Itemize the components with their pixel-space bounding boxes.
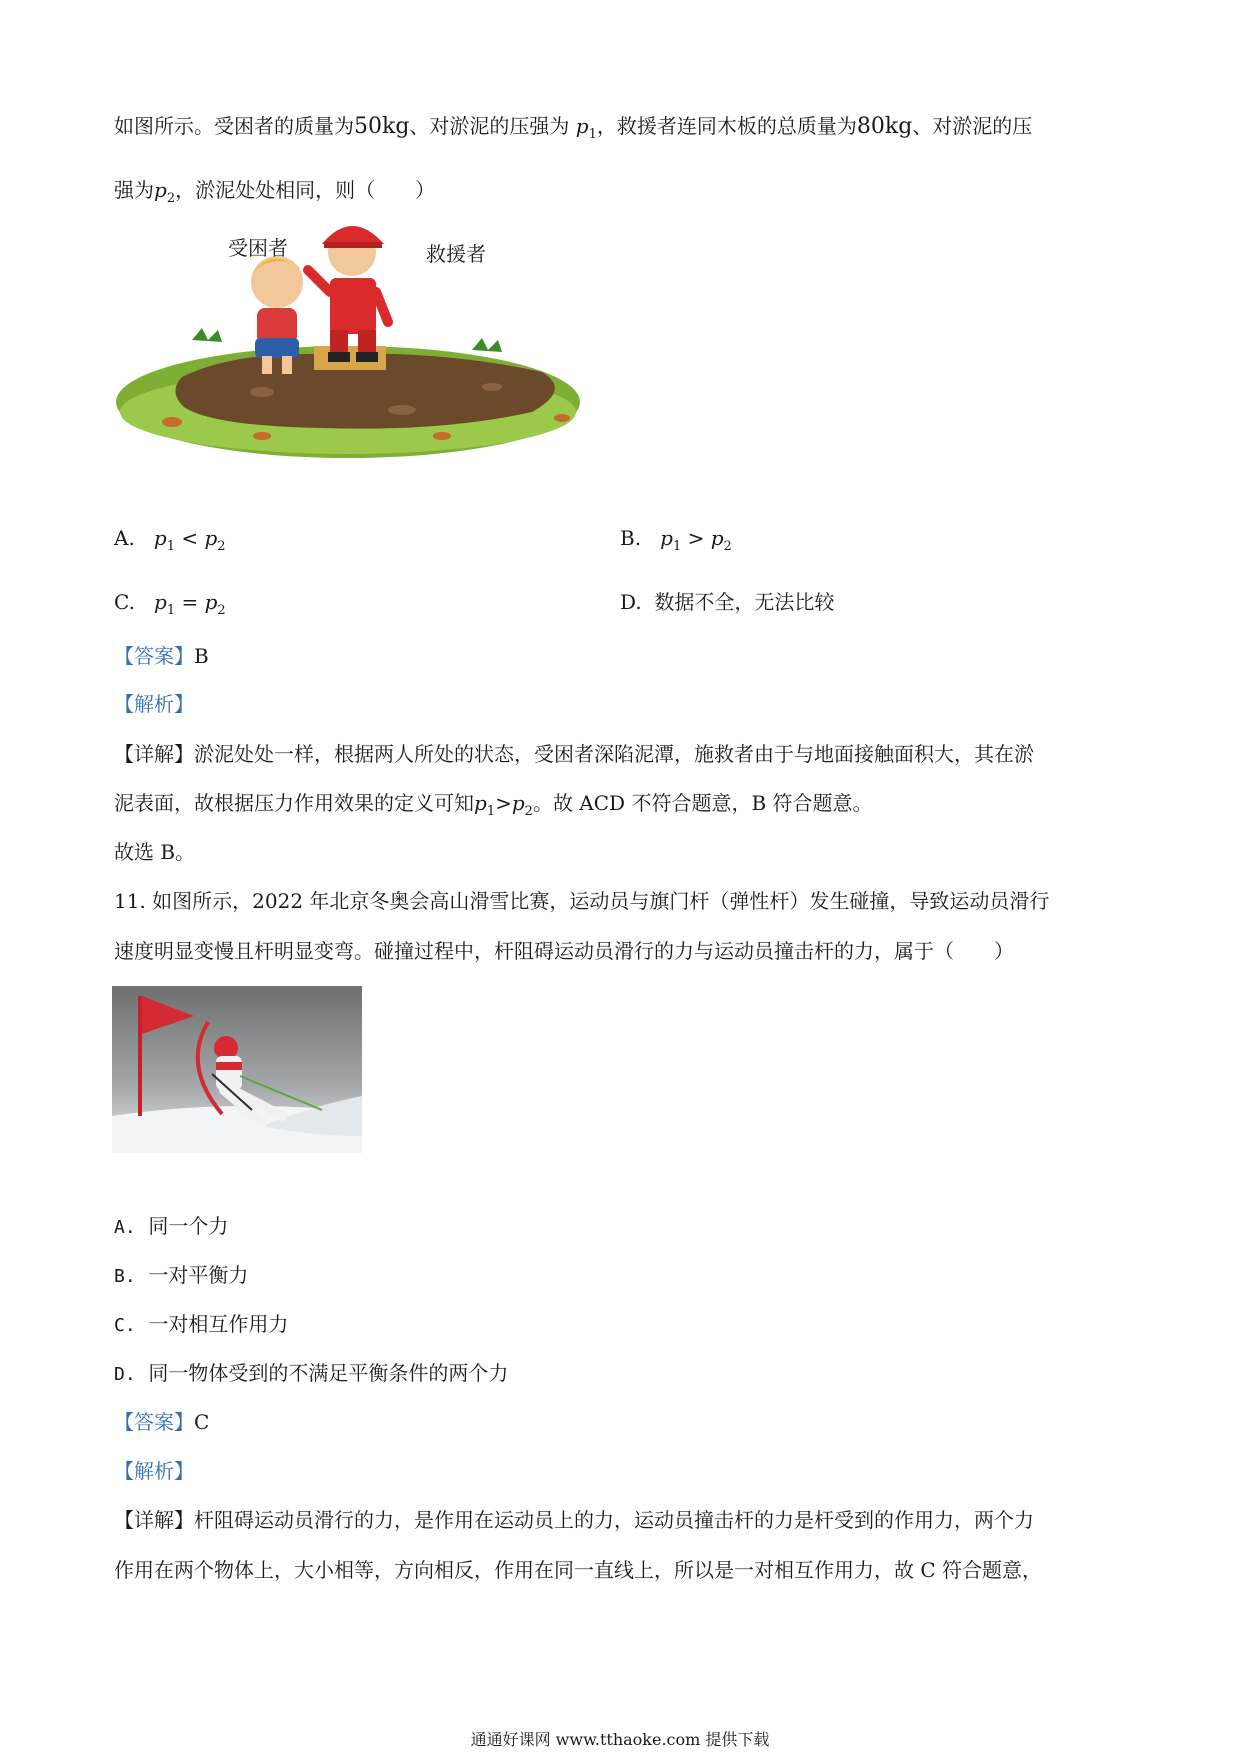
mud-rescue-figure bbox=[112, 222, 592, 462]
q10-conclusion: 故选 B。 bbox=[114, 840, 196, 864]
q10-detail-line1: 【详解】淤泥处处一样，根据两人所处的状态，受困者深陷泥潭，施救者由于与地面接触面积大，其在淤 bbox=[114, 742, 1034, 766]
q11-stem-line1: 11. 如图所示，2022 年北京冬奥会高山滑雪比赛，运动员与旗门杆（弹性杆）发生碰撞，导致运动员滑行 bbox=[114, 889, 1050, 913]
q11-option-a: A. 同一个力 bbox=[114, 1214, 229, 1238]
q11-option-b: B. 一对平衡力 bbox=[114, 1263, 249, 1287]
q11-option-c: C. 一对相互作用力 bbox=[114, 1312, 289, 1336]
q11-option-d: D. 同一物体受到的不满足平衡条件的两个力 bbox=[114, 1361, 509, 1385]
q10-detail-line2: 泥表面，故根据压力作用效果的定义可知$p_1>p_2$。故 ACD 不符合题意，B 符合题意。 bbox=[114, 791, 873, 819]
label-trapped: 受困者 bbox=[228, 236, 288, 260]
skier-illustration bbox=[112, 986, 362, 1153]
q10-option-d: D. 数据不全，无法比较 bbox=[620, 590, 835, 614]
q10-option-c: C. $p_1 = p_2$ bbox=[114, 590, 226, 618]
q11-detail-line1: 【详解】杆阻碍运动员滑行的力，是作用在运动员上的力，运动员撞击杆的力是杆受到的作用力，两个力 bbox=[114, 1508, 1034, 1532]
page-footer: 通通好课网 www.tthaoke.com 提供下载 bbox=[470, 1730, 770, 1749]
q10-stem-line1: 如图所示。受困者的质量为50kg、对淤泥的压强为 $p_1$，救援者连同木板的总质量为80kg、对淤泥的压 bbox=[114, 114, 1033, 142]
q11-detail-line2: 作用在两个物体上，大小相等，方向相反，作用在同一直线上，所以是一对相互作用力，故 C 符合题意， bbox=[114, 1558, 1043, 1582]
q10-analysis-tag: 【解析】 bbox=[114, 692, 194, 716]
q10-stem-line2: 强为$p_2$，淤泥处处相同，则（ ） bbox=[114, 178, 436, 206]
q11-stem-line2: 速度明显变慢且杆明显变弯。碰撞过程中，杆阻碍运动员滑行的力与运动员撞击杆的力，属于（ ） bbox=[114, 939, 1014, 963]
q10-option-b: B. $p_1 > p_2$ bbox=[620, 526, 732, 554]
q11-analysis-tag: 【解析】 bbox=[114, 1459, 194, 1483]
q10-option-a: A. $p_1 < p_2$ bbox=[114, 526, 226, 554]
skier-photo bbox=[112, 986, 362, 1153]
mud-rescue-illustration bbox=[112, 222, 592, 462]
q10-answer: 【答案】B bbox=[114, 644, 209, 668]
q11-answer: 【答案】C bbox=[114, 1410, 210, 1434]
label-rescuer: 救援者 bbox=[426, 242, 486, 266]
